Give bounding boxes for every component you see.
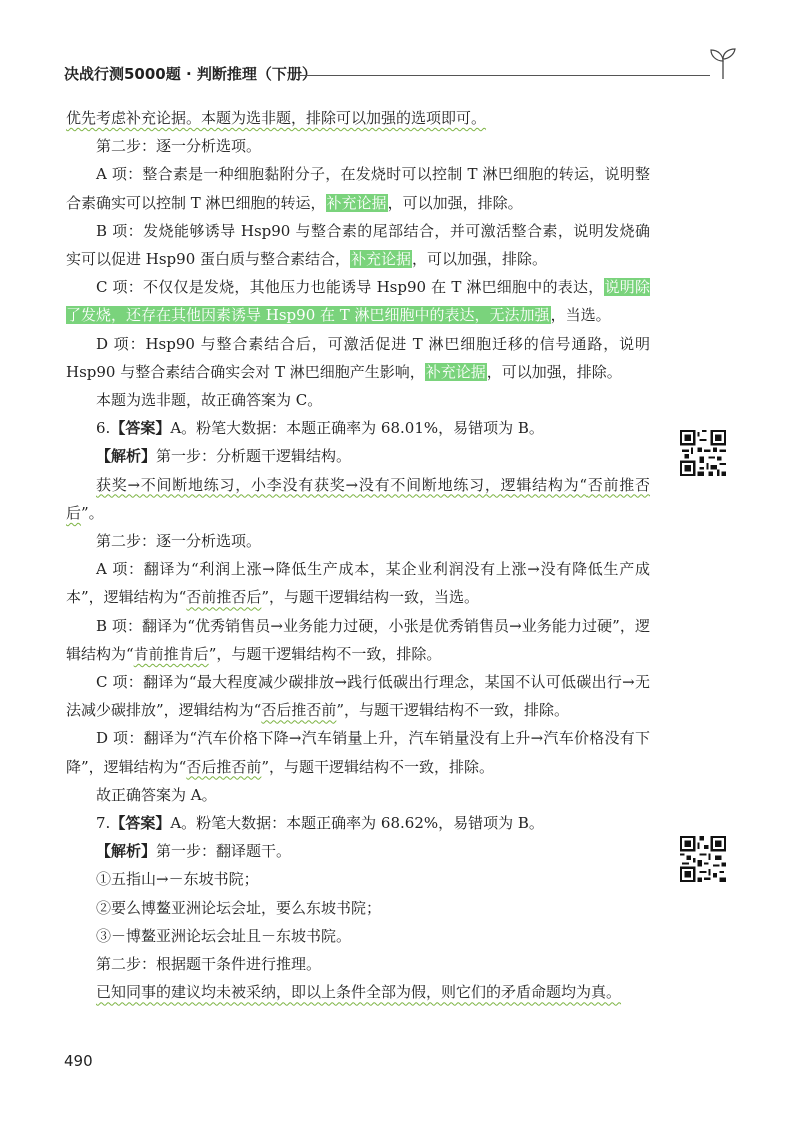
q7-conclusion: 已知同事的建议均未被采纳，即以上条件全部为假，则它们的矛盾命题均为真。 — [96, 983, 622, 1002]
q7-condition-1: ①五指山→－东坡书院； — [96, 870, 259, 889]
paragraph-answer-5: 本题为选非题，故正确答案为 C。 — [96, 391, 323, 410]
q6-analysis: 【解析】第一步：分析题干逻辑结构。 — [96, 447, 352, 466]
q7-condition-2: ②要么博鳌亚洲论坛会址，要么东坡书院； — [96, 898, 382, 917]
qr-code-icon[interactable] — [680, 430, 726, 476]
paragraph-option-d: D 项：Hsp90 与整合素结合后，可激活促进 T 淋巴细胞迁移的信号通路，说明 Hsp90 与整合素结合确实会对 T 淋巴细胞产生影响，补充论据，可以加强，排除。 — [66, 334, 650, 381]
paragraph-option-c: C 项：不仅仅是发烧，其他压力也能诱导 Hsp90 在 T 淋巴细胞中的表达，说明除了发烧，还存在其他因素诱导 Hsp90 在 T 淋巴细胞中的表达，无法加强，当选。 — [66, 278, 650, 325]
q7-condition-3: ③－博鳌亚洲论坛会址且－东坡书院。 — [96, 926, 352, 945]
sprout-icon — [708, 46, 738, 80]
page-body — [66, 104, 650, 1007]
highlight: 补充论据 — [351, 250, 412, 269]
header-rule — [300, 75, 710, 76]
highlight: 补充论据 — [326, 193, 387, 212]
q6-stem: 获奖→不间断地练习，小李没有获奖→没有不间断地练习，逻辑结构为“否前推否后”。 — [66, 475, 650, 522]
highlight: 补充论据 — [425, 362, 486, 381]
page-number: 490 — [64, 1052, 93, 1070]
qr-code-icon[interactable] — [680, 836, 726, 882]
q7-step2: 第二步：根据题干条件进行推理。 — [96, 955, 322, 974]
q6-final-answer: 故正确答案为 A。 — [96, 785, 217, 804]
q6-option-b: B 项：翻译为“优秀销售员→业务能力过硬，小张是优秀销售员→业务能力过硬”，逻辑结构为“肯前推肯后”，与题干逻辑结构不一致，排除。 — [66, 616, 650, 663]
paragraph-option-b: B 项：发烧能够诱导 Hsp90 与整合素的尾部结合，并可激活整合素，说明发烧确实可以促进 Hsp90 蛋白质与整合素结合，补充论据，可以加强，排除。 — [66, 221, 650, 269]
paragraph-step2: 第二步：逐一分析选项。 — [96, 137, 262, 156]
book-title: 决战行测5000题 · 判断推理（下册） — [64, 65, 317, 83]
paragraph-option-a: A 项：整合素是一种细胞黏附分子，在发烧时可以控制 T 淋巴细胞的转运，说明整合素确实可以控制 T 淋巴细胞的转运，补充论据，可以加强，排除。 — [66, 165, 650, 212]
q6-option-a: A 项：翻译为“利润上涨→降低生产成本，某企业利润没有上涨→没有降低生产成本”，逻辑结构为“否前推否后”，与题干逻辑结构一致，当选。 — [66, 560, 650, 607]
highlight: 说明除了发烧，还存在其他因素诱导 Hsp90 在 T 淋巴细胞中的表达，无法加强 — [66, 278, 650, 325]
q6-option-d: D 项：翻译为“汽车价格下降→汽车销量上升，汽车销量没有上升→汽车价格没有下降”，逻辑结构为“否后推否前”，与题干逻辑结构不一致，排除。 — [66, 729, 650, 776]
running-header — [64, 60, 744, 90]
q6-step2: 第二步：逐一分析选项。 — [96, 532, 262, 551]
q6-option-c: C 项：翻译为“最大程度减少碳排放→践行低碳出行理念，某国不认可低碳出行→无法减少碳排放”，逻辑结构为“否后推否前”，与题干逻辑结构不一致，排除。 — [66, 673, 650, 720]
q7-answer: 7.【答案】A。粉笔大数据：本题正确率为 68.62%，易错项为 B。 — [96, 814, 544, 833]
q7-analysis: 【解析】第一步：翻译题干。 — [96, 842, 292, 861]
paragraph-intro: 优先考虑补充论据。本题为选非题，排除可以加强的选项即可。 — [66, 109, 487, 127]
q6-answer: 6.【答案】A。粉笔大数据：本题正确率为 68.01%，易错项为 B。 — [96, 419, 544, 438]
